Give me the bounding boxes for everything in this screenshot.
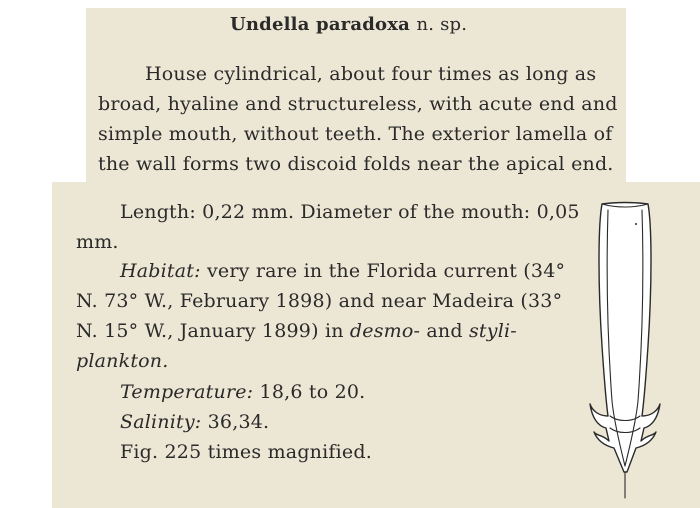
temperature-value: 18,6 to 20.	[259, 381, 366, 403]
habitat-term: desmo-	[349, 320, 421, 342]
lorica-outline	[590, 203, 660, 473]
habitat-text: N. 15° W., January 1899) in	[76, 320, 344, 342]
habitat-line: N. 73° W., February 1898) and near Madeira (33°	[76, 290, 563, 312]
figure-caption: Fig. 225 times magnified.	[120, 441, 372, 463]
habitat-label: Habitat:	[120, 260, 201, 282]
habitat-conj: and	[426, 320, 463, 342]
habitat-line	[76, 320, 517, 342]
species-name: Undella paradoxa	[230, 14, 411, 35]
habitat-line	[120, 260, 565, 282]
salinity-label: Salinity:	[120, 411, 202, 433]
description-line: simple mouth, without teeth. The exterior lamella of	[98, 123, 613, 145]
description-line: the wall forms two discoid folds near the apical end.	[98, 153, 614, 175]
species-heading	[230, 14, 467, 35]
measurements-line-cont: mm.	[76, 231, 119, 253]
habitat-line	[76, 350, 168, 372]
habitat-text: very rare in the Florida current (34°	[207, 260, 566, 282]
lorica-dot	[635, 223, 637, 225]
salinity-line	[120, 411, 269, 433]
measurements-line: Length: 0,22 mm. Diameter of the mouth: 0,05	[120, 201, 580, 223]
temperature-label: Temperature:	[120, 381, 254, 403]
salinity-value: 36,34.	[207, 411, 270, 433]
species-suffix: n. sp.	[416, 14, 468, 35]
description-line: House cylindrical, about four times as long as	[145, 63, 597, 85]
lorica-illustration	[586, 196, 664, 504]
habitat-term: plankton.	[76, 350, 169, 372]
temperature-line	[120, 381, 365, 403]
habitat-term: styli-	[468, 320, 517, 342]
description-line: broad, hyaline and structureless, with acute end and	[98, 93, 618, 115]
